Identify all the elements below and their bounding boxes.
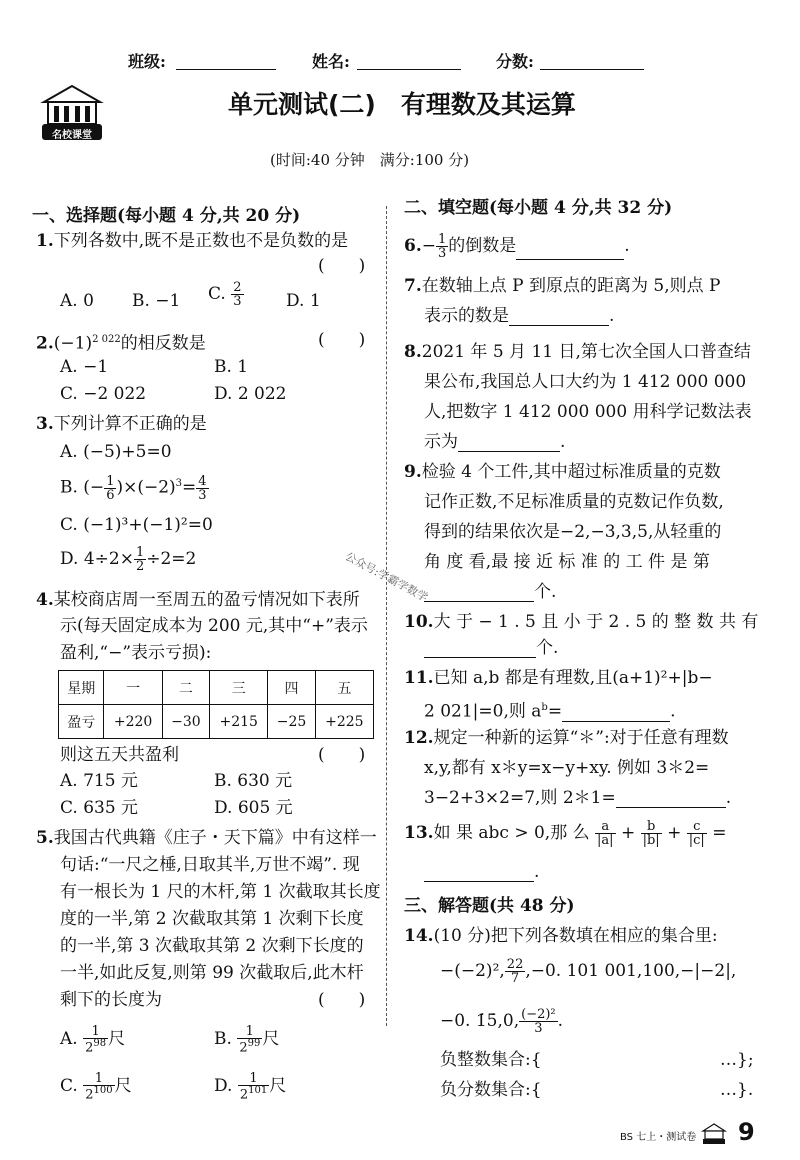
- table-cell: −30: [162, 705, 209, 739]
- q14-frac-22-7: $\frac{22}{7}$: [506, 957, 524, 986]
- q5-d-label: D.: [214, 1076, 233, 1097]
- building-small-icon: [700, 1122, 728, 1146]
- q5-a-label: A.: [60, 1029, 78, 1050]
- q3-text: 下列计算不正确的是: [53, 414, 207, 434]
- q3-option-c[interactable]: C. (−1)³+(−1)²=0: [60, 515, 213, 535]
- table-cell: +225: [315, 705, 373, 739]
- table-cell: 盈亏: [59, 705, 104, 739]
- q13-line2: [424, 862, 539, 882]
- q5-c-frac: $\frac{1}{2^{100}}$: [85, 1071, 113, 1103]
- q9-line3: 得到的结果依次是−2,−3,3,5,从轻重的: [424, 522, 722, 542]
- q8-number: 8.: [404, 342, 422, 362]
- q9-answer-blank[interactable]: [424, 584, 534, 602]
- q14-set2-input[interactable]: [548, 1080, 718, 1100]
- q10-line2: [424, 638, 558, 658]
- q14-num-a: −(−2)²,: [440, 961, 505, 981]
- q7-answer-blank[interactable]: [509, 308, 609, 326]
- q1-option-a[interactable]: A. 0: [60, 291, 94, 311]
- q13-text: 如 果 abc > 0,那 么: [433, 823, 590, 843]
- q3-b-mid: )×(−2): [116, 477, 176, 498]
- q8-line1: [404, 342, 751, 362]
- q1-option-c[interactable]: [208, 281, 244, 308]
- q14-num-c: −0. 1̇5̇,0,: [440, 1011, 520, 1031]
- table-row: [59, 705, 374, 739]
- q3-b-frac2: $\frac{4}{3}$: [198, 473, 207, 503]
- q1-option-b[interactable]: B. −1: [132, 291, 181, 311]
- school-logo: [36, 82, 108, 144]
- class-field-line[interactable]: [176, 52, 276, 70]
- q4-line3: 盈利,“−”表示亏损):: [60, 643, 212, 663]
- q9-line2: 记作正数,不足标准质量的克数记作负数,: [424, 492, 724, 512]
- q2-answer-paren[interactable]: ( ): [318, 330, 366, 350]
- name-label: 姓名:: [312, 52, 350, 71]
- q1-answer-paren[interactable]: ( ): [318, 256, 366, 276]
- q5-d-unit: 尺: [269, 1076, 287, 1097]
- q14-set2-end: …}.: [720, 1080, 754, 1100]
- q6-number: 6.: [404, 236, 422, 256]
- page-subtitle: (时间:40 分钟 满分:100 分): [270, 151, 470, 169]
- q5-c-label: C.: [60, 1076, 78, 1097]
- q6-answer-blank[interactable]: [516, 242, 624, 260]
- q2-option-b[interactable]: B. 1: [214, 357, 249, 377]
- q4-text-1: 某校商店周一至周五的盈亏情况如下表所: [53, 590, 360, 610]
- table-cell: 一: [104, 671, 162, 705]
- q12-line3: [424, 788, 731, 808]
- q7-line2: [424, 306, 614, 326]
- table-row: [59, 671, 374, 705]
- q11-end: .: [670, 701, 676, 722]
- q2-stem: [36, 330, 206, 354]
- q5-line7: 剩下的长度为: [60, 990, 162, 1010]
- q11-text-2: 2 021|=0,则 a: [424, 701, 542, 722]
- logo-text: 名校课堂: [52, 130, 92, 141]
- q7-text-1: 在数轴上点 P 到原点的距离为 5,则点 P: [421, 276, 721, 296]
- q5-a-frac: $\frac{1}{2^{98}}$: [85, 1024, 107, 1056]
- q8-answer-blank[interactable]: [458, 434, 560, 452]
- q5-line4: 度的一半,第 2 次截取其第 1 次剩下长度: [60, 909, 364, 929]
- q14-num-d: .: [557, 1011, 564, 1031]
- q5-line5: 的一半,第 3 次截取其第 2 次剩下长度的: [60, 936, 364, 956]
- q7-text-2: 表示的数是: [424, 306, 509, 326]
- table-cell: 四: [268, 671, 315, 705]
- q9-number: 9.: [404, 462, 422, 482]
- q3-b-pre: B. (−: [60, 477, 105, 498]
- q13-answer-blank[interactable]: [424, 864, 534, 882]
- q14-line1: [404, 926, 718, 946]
- q8-text-4: 示为: [424, 432, 458, 452]
- q5-line2: 句话:“一尺之棰,日取其半,万世不竭”. 现: [60, 855, 360, 875]
- table-cell: +220: [104, 705, 162, 739]
- q5-number: 5.: [36, 828, 54, 848]
- q5-option-d[interactable]: [214, 1072, 286, 1101]
- q13-eq: =: [712, 823, 727, 843]
- q12-end: .: [725, 788, 732, 808]
- q3-option-d[interactable]: [60, 546, 196, 573]
- q14-set1-input[interactable]: [548, 1050, 718, 1070]
- table-cell: +215: [210, 705, 268, 739]
- q2-option-a[interactable]: A. −1: [60, 357, 109, 377]
- footer-tag: BS 七上・测试卷: [620, 1132, 697, 1143]
- q3-b-exp: 3: [175, 478, 183, 489]
- score-label: 分数:: [496, 52, 534, 71]
- q5-b-label: B.: [214, 1029, 232, 1050]
- q8-end: .: [560, 432, 566, 452]
- q13-number: 13.: [404, 823, 434, 843]
- q3-d-pre: D. 4÷2×: [60, 549, 134, 569]
- q10-text-1: 大 于 − 1 . 5 且 小 于 2 . 5 的 整 数 共 有: [433, 612, 759, 632]
- q1-number: 1.: [36, 231, 54, 251]
- q3-number: 3.: [36, 414, 54, 434]
- q11-exp: b: [541, 702, 548, 713]
- q14-num-b: ,−0. 101 001,100,−|−2|,: [525, 961, 737, 981]
- q4-option-c[interactable]: C. 635 元: [60, 798, 139, 818]
- q11-eq: =: [547, 701, 563, 722]
- q11-number: 11.: [404, 668, 434, 688]
- q6-fraction: $\frac{1}{3}$: [438, 232, 447, 261]
- q14-numbers-1: [440, 958, 736, 985]
- q11-line1: [404, 668, 713, 688]
- name-field-line[interactable]: [357, 52, 461, 70]
- q9-line4: 角 度 看,最 接 近 标 准 的 工 件 是 第: [424, 552, 710, 572]
- q2-text: 的相反数是: [120, 333, 206, 354]
- table-cell: 星期: [59, 671, 104, 705]
- q4-number: 4.: [36, 590, 54, 610]
- q13-line1: [404, 820, 726, 847]
- q8-line3: 人,把数字 1 412 000 000 用科学记数法表: [424, 402, 752, 422]
- q13-frac-c: $\frac{c}{|c|}$: [688, 819, 705, 848]
- q6-minus: −: [421, 236, 436, 256]
- q10-end: 个.: [536, 638, 559, 658]
- q1-option-c-fraction: $\frac{2}{3}$: [233, 280, 242, 309]
- q6-end: .: [624, 236, 630, 256]
- q5-c-unit: 尺: [114, 1076, 132, 1097]
- q3-d-post: ÷2=2: [146, 549, 197, 569]
- q4-line1: [36, 590, 360, 610]
- q11-text-1: 已知 a,b 都是有理数,且(a+1)²+|b−: [433, 668, 713, 688]
- score-field-line[interactable]: [540, 52, 644, 70]
- q2-base: (−1): [53, 333, 93, 354]
- q14-text-1: (10 分)把下列各数填在相应的集合里:: [433, 926, 718, 946]
- q14-numbers-2: [440, 1008, 563, 1035]
- q4-answer-paren[interactable]: ( ): [318, 745, 366, 765]
- q12-number: 12.: [404, 728, 434, 748]
- q5-option-c[interactable]: [60, 1072, 132, 1101]
- q5-option-b[interactable]: [214, 1025, 279, 1054]
- q14-number: 14.: [404, 926, 434, 946]
- table-cell: 五: [315, 671, 373, 705]
- q4-question: 则这五天共盈利: [60, 745, 179, 765]
- q11-answer-blank[interactable]: [562, 704, 670, 722]
- q4-option-b[interactable]: B. 630 元: [214, 771, 293, 791]
- q9-text-1: 检验 4 个工件,其中超过标准质量的克数: [421, 462, 721, 482]
- q8-line2: 果公布,我国总人口大约为 1 412 000 000: [424, 372, 747, 392]
- q3-option-a[interactable]: A. (−5)+5=0: [60, 442, 172, 462]
- q5-option-a[interactable]: [60, 1025, 125, 1054]
- section-fill-title: 二、填空题(每小题 4 分,共 32 分): [404, 198, 673, 218]
- q13-plus-2: +: [667, 823, 682, 843]
- q1-option-c-label: C.: [208, 284, 226, 304]
- q5-d-frac: $\frac{1}{2^{101}}$: [239, 1071, 268, 1103]
- q2-number: 2.: [36, 333, 54, 354]
- q13-plus-1: +: [620, 823, 636, 843]
- q3-b-frac1: $\frac{1}{6}$: [106, 473, 115, 503]
- q4-line2: 示(每天固定成本为 200 元,其中“+”表示: [60, 616, 368, 636]
- page-number: 9: [738, 1118, 755, 1146]
- q8-line4: [424, 432, 565, 452]
- q12-line1: [404, 728, 729, 748]
- q5-a-unit: 尺: [108, 1029, 126, 1050]
- q14-set1-label: 负整数集合:{: [440, 1050, 542, 1070]
- q5-line1: [36, 828, 377, 848]
- q4-option-d[interactable]: D. 605 元: [214, 798, 293, 818]
- q9-end: 个.: [534, 582, 557, 602]
- q2-option-d[interactable]: D. 2 022: [214, 384, 287, 404]
- q2-exponent: 2 022: [92, 334, 121, 345]
- table-cell: −25: [268, 705, 315, 739]
- q2-option-c[interactable]: C. −2 022: [60, 384, 147, 404]
- q11-line2: [424, 698, 675, 722]
- q3-d-frac: $\frac{1}{2}$: [135, 545, 145, 574]
- q5-line6: 一半,如此反复,则第 99 次截取后,此木杆: [60, 963, 364, 983]
- q8-text-1: 2021 年 5 月 11 日,第七次全国人口普查结: [421, 342, 751, 362]
- section-solve-title: 三、解答题(共 48 分): [404, 896, 575, 916]
- q10-line1: [404, 612, 758, 632]
- q3-stem: [36, 414, 207, 434]
- q10-number: 10.: [404, 612, 434, 632]
- class-label: 班级:: [128, 52, 166, 71]
- q14-set2-label: 负分数集合:{: [440, 1080, 542, 1100]
- q12-text-1: 规定一种新的运算“＊”:对于任意有理数: [433, 728, 729, 748]
- q5-line3: 有一根长为 1 尺的木杆,第 1 次截取其长度: [60, 882, 381, 902]
- q9-line1: [404, 462, 721, 482]
- column-divider: [386, 206, 387, 1026]
- q5-answer-paren[interactable]: ( ): [318, 990, 366, 1010]
- q5-b-unit: 尺: [262, 1029, 280, 1050]
- q7-line1: [404, 276, 720, 296]
- q1-text: 下列各数中,既不是正数也不是负数的是: [53, 231, 349, 251]
- q9-line5: [424, 582, 556, 602]
- section-choice-title: 一、选择题(每小题 4 分,共 20 分): [32, 206, 301, 226]
- q14-frac-neg2sq-3: $\frac{\text{(−2)²}}{3}$: [521, 1007, 556, 1036]
- q1-option-d[interactable]: D. 1: [286, 291, 321, 311]
- q4-option-a[interactable]: A. 715 元: [60, 771, 138, 791]
- q5-text-1: 我国古代典籍《庄子・天下篇》中有这样一: [53, 828, 377, 848]
- q13-frac-b: $\frac{b}{|b|}$: [642, 819, 660, 848]
- q12-answer-blank[interactable]: [616, 790, 726, 808]
- q5-b-frac: $\frac{1}{2^{99}}$: [239, 1024, 261, 1056]
- q14-set1-end: …};: [720, 1050, 754, 1070]
- q3-b-eq: =: [182, 477, 197, 498]
- q7-end: .: [609, 306, 615, 326]
- q3-option-b[interactable]: [60, 474, 209, 502]
- q12-text-3: 3−2+3×2=7,则 2＊1=: [424, 788, 616, 808]
- q12-line2: x,y,都有 x＊y=x−y+xy. 例如 3＊2=: [424, 758, 710, 778]
- watermark: 公众号:学霸学数学: [342, 549, 431, 605]
- page-title: 单元测试(二) 有理数及其运算: [228, 90, 576, 119]
- q6-stem: [404, 233, 630, 260]
- q7-number: 7.: [404, 276, 422, 296]
- table-cell: 二: [162, 671, 209, 705]
- footer-logo: [700, 1122, 728, 1146]
- q13-end: .: [534, 862, 540, 882]
- q10-answer-blank[interactable]: [424, 640, 536, 658]
- q6-text: 的倒数是: [448, 236, 517, 256]
- q1-stem: [36, 231, 348, 251]
- profit-loss-table: [58, 670, 374, 739]
- table-cell: 三: [210, 671, 268, 705]
- q13-frac-a: $\frac{a}{|a|}$: [597, 819, 614, 848]
